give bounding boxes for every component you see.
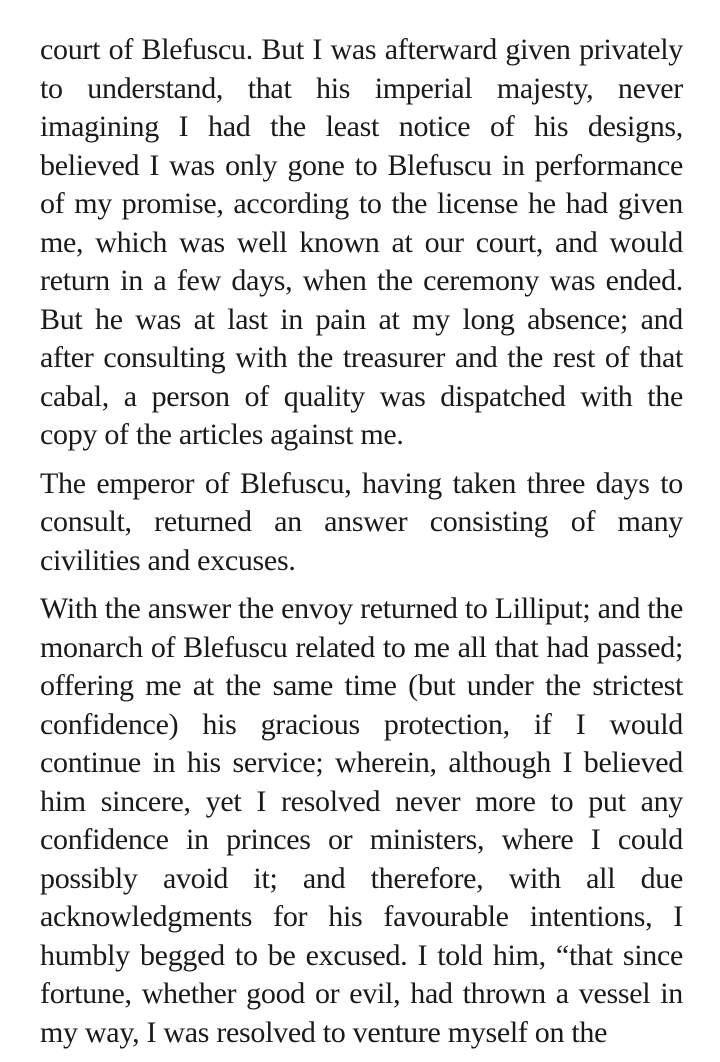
paragraph-2: The emperor of Blefuscu, having taken three days to consult, returned an answer consisting of many civilities and excuses. (40, 466, 683, 577)
paragraph-3: With the answer the envoy returned to Lilliput; and the monarch of Blefuscu related to me all that had passed; offering me at the same time (but under the strictest confidence) his gracious protection, if I would continue in his service; wherein, although I believed him sincere, yet I resolved never more to put any confidence in princes or ministers, where I could possibly avoid it; and therefore, with all due acknowledgments for his favourable intentions, I humbly begged to be excused. I told him, “that since fortune, whether good or evil, had thrown a vessel in my way, I was resolved to venture myself on the (40, 592, 683, 1049)
document-page (40, 31, 683, 1062)
paragraph-1: court of Blefuscu. But I was afterward given privately to understand, that his imperial majesty, never imagining I had the least notice of his designs, believed I was only gone to Blefuscu in performance of my promise, according to the license he had given me, which was well known at our court, and would return in a few days, when the ceremony was ended. But he was at last in pain at my long absence; and after consulting with the treasurer and the rest of that cabal, a person of quality was dispatched with the copy of the articles against me. (40, 33, 683, 451)
